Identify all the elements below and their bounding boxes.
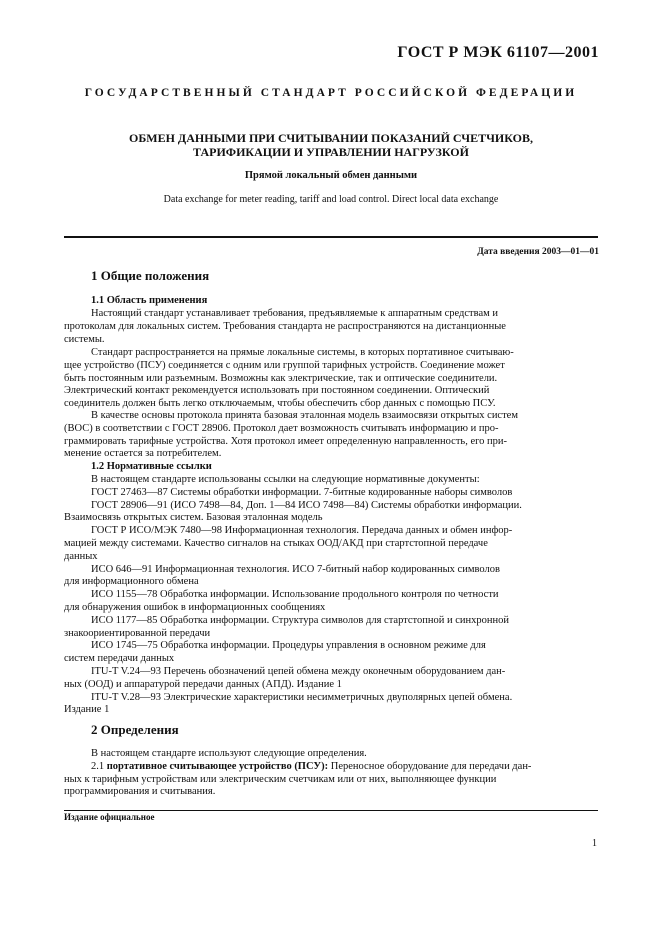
text-line: соединитель должен быть легко отключаемым, чтобы обеспечить сбор данных с помощью ПСУ.	[64, 398, 496, 410]
definition-line: программирования и считывания.	[64, 786, 216, 798]
paragraph-scope-1	[64, 308, 598, 346]
reference-line: ИСО 1155—78 Обработка информации. Использование продольного контроля по четности	[91, 589, 499, 601]
title-divider	[64, 236, 598, 238]
reference-line: ГОСТ 28906—91 (ИСО 7498—84, Доп. 1—84 ИСО 7498—84) Системы обработки информации.	[91, 499, 522, 511]
section-1-heading: 1 Общие положения	[91, 268, 210, 283]
subsection-1-2-heading: 1.2 Нормативные ссылки	[91, 461, 212, 472]
definition-text: Переносное оборудование для передачи дан-	[330, 760, 532, 772]
title-line-1: ОБМЕН ДАННЫМИ ПРИ СЧИТЫВАНИИ ПОКАЗАНИЙ СЧЕТЧИКОВ,	[129, 131, 533, 145]
reference-line: данных	[64, 550, 98, 562]
reference-line: ITU-T V.28—93 Электрические характеристики несимметричных двуполярных цепей обмена.	[91, 691, 513, 703]
text-line: протоколам для локальных систем. Требования стандарта не распространяются на дистанционные	[64, 320, 506, 332]
text-line: менение остается за потребителем.	[64, 448, 222, 460]
document-subtitle: Прямой локальный обмен данными	[244, 170, 418, 181]
text-line: щее устройство (ПСУ) соединяется с одним или группой тарифных устройств. Соединение может	[64, 359, 505, 371]
reference-line: ИСО 1177—85 Обработка информации. Структура символов для стартстопной и синхронной	[91, 614, 509, 626]
state-standard-banner: ГОСУДАРСТВЕННЫЙ СТАНДАРТ РОССИЙСКОЙ ФЕДЕРАЦИИ	[84, 87, 578, 99]
reference-line: В настоящем стандарте использованы ссылки на следующие нормативные документы:	[91, 474, 480, 485]
definition-term: портативное считывающее устройство (ПСУ):	[106, 760, 329, 772]
definition-line: ных к тарифным устройствам или электрическим счетчикам или от них, выполняющее функции	[64, 773, 497, 785]
text-line: Настоящий стандарт устанавливает требования, предъявляемые к аппаратным средствам и	[91, 308, 499, 319]
edition-label: Издание официальное	[64, 812, 155, 822]
reference-line: ИСО 1745—75 Обработка информации. Процедуры управления в основном режиме для	[91, 640, 486, 652]
page-number: 1	[592, 838, 597, 849]
reference-line: ИСО 646—91 Информационная технология. ИСО 7-битный набор кодированных символов	[91, 563, 500, 575]
reference-line: мацией между системами. Качество сигналов на стыках ООД/АКД при стартстопной передаче	[64, 537, 488, 549]
english-title: Data exchange for meter reading, tariff and load control. Direct local data exchange	[163, 194, 499, 205]
text-line: Электрический контакт рекомендуется использовать при постоянном соединении. Оптический	[64, 385, 490, 397]
reference-line: ГОСТ 27463—87 Системы обработки информации. 7-битные кодированные наборы символов	[91, 486, 513, 498]
standard-code: ГОСТ Р МЭК 61107—2001	[397, 44, 599, 61]
introduction-date: Дата введения 2003—01—01	[477, 247, 599, 257]
section-2-heading: 2 Определения	[91, 722, 179, 737]
text-line: (ВОС) в соответствии с ГОСТ 28906. Протокол дает возможность считывать информацию и про-	[64, 422, 499, 434]
text-line: Стандарт распространяется на прямые локальные системы, в которых портативное считываю-	[91, 347, 514, 358]
document-title	[64, 131, 598, 159]
definitions-intro: В настоящем стандарте используют следующие определения.	[91, 748, 367, 759]
reference-line: Взаимосвязь открытых систем. Базовая эталонная модель	[64, 512, 323, 524]
reference-line: знакоориентированной передачи	[64, 627, 211, 639]
text-line: системы.	[64, 333, 105, 345]
reference-line: ных (ООД) и аппаратурой передачи данных (АПД). Издание 1	[64, 678, 342, 690]
reference-line: систем передачи данных	[64, 653, 175, 665]
definitions	[64, 748, 598, 799]
text-line: быть постоянным или разъемным. Возможны как электрические, так и оптические соединители.	[64, 372, 498, 384]
definition-first-line	[64, 761, 598, 774]
reference-line: для информационного обмена	[64, 576, 199, 588]
reference-line: ГОСТ Р ИСО/МЭК 7480—98 Информационная технология. Передача данных и обмен инфор-	[91, 525, 513, 537]
paragraph-scope-2	[64, 347, 598, 411]
normative-references	[64, 474, 598, 717]
reference-line: Издание 1	[64, 704, 110, 716]
paragraph-scope-3	[64, 410, 598, 461]
subsection-1-1-heading: 1.1 Область применения	[91, 295, 208, 306]
title-line-2: ТАРИФИКАЦИИ И УПРАВЛЕНИИ НАГРУЗКОЙ	[193, 145, 469, 159]
reference-line: для обнаружения ошибок в информационных сообщениях	[64, 601, 326, 613]
text-line: В качестве основы протокола принята базовая эталонная модель взаимосвязи открытых систем	[91, 410, 518, 421]
footer-divider	[64, 810, 598, 811]
text-line: граммировать тарифные устройства. Хотя протокол имеет определенную направленность, его при-	[64, 435, 508, 447]
definition-number: 2.1	[91, 760, 105, 772]
reference-line: ITU-T V.24—93 Перечень обозначений цепей обмена между оконечным оборудованием дан-	[91, 665, 506, 677]
